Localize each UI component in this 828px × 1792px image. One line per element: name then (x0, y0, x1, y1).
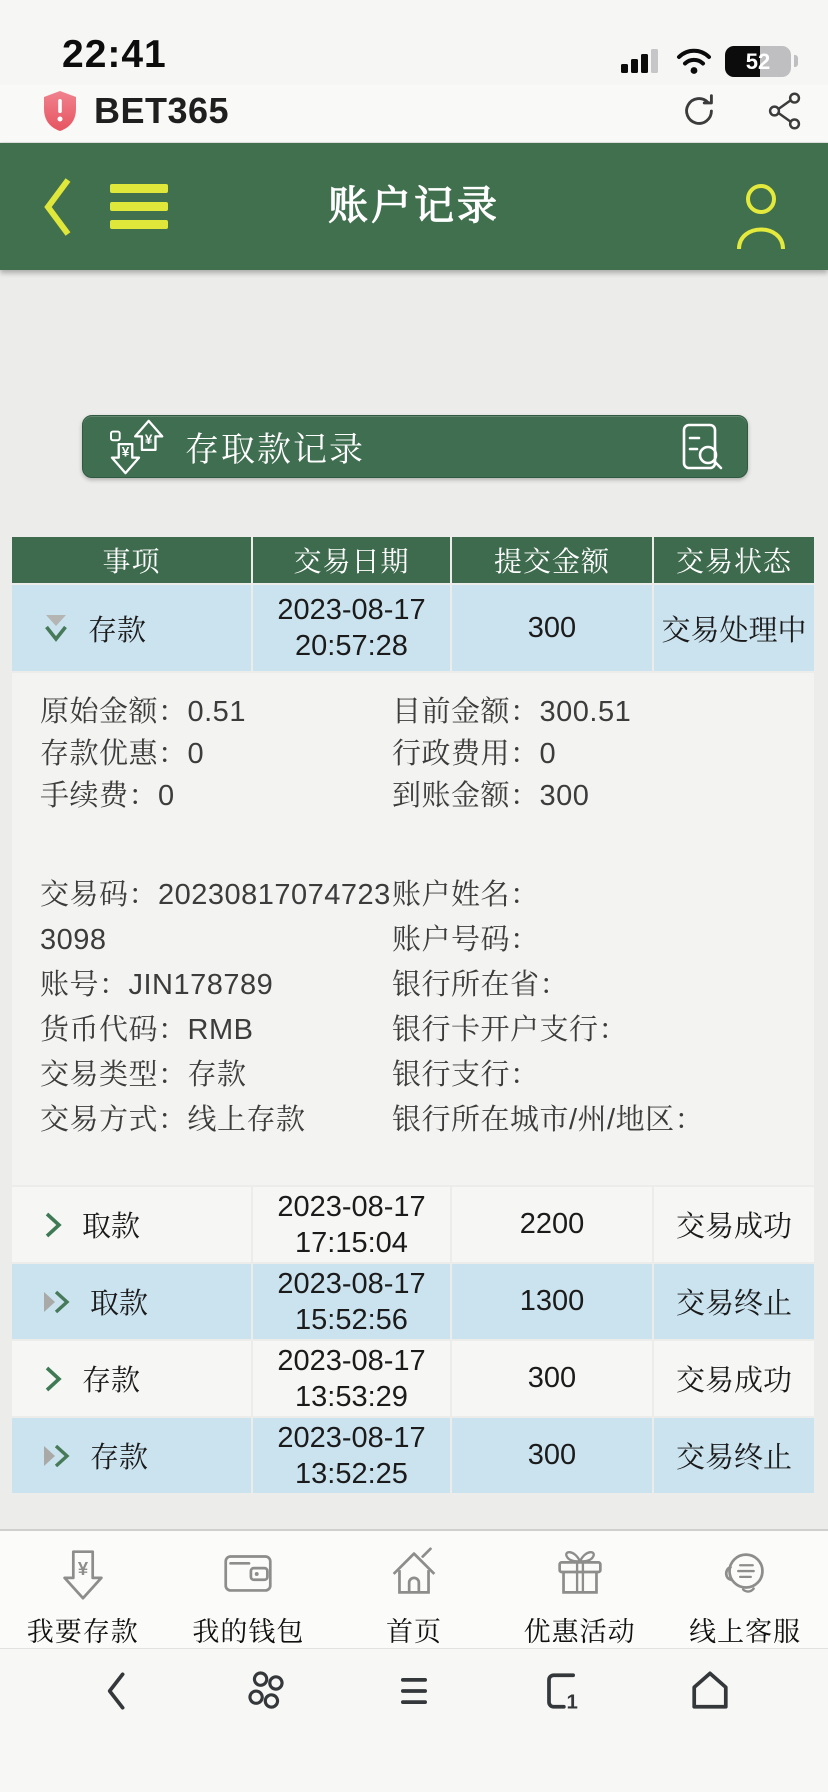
tx-date: 2023-08-17 (277, 1267, 426, 1300)
col-header-amount: 提交金额 (452, 537, 652, 583)
share-icon[interactable] (764, 90, 806, 132)
tx-status: 交易终止 (654, 1264, 814, 1339)
tx-amount: 1300 (452, 1264, 652, 1339)
col-header-date: 交易日期 (253, 537, 450, 583)
nav-label: 我的钱包 (192, 1617, 305, 1647)
tx-date: 2023-08-17 (277, 1344, 426, 1377)
expand-arrow-down-icon (40, 613, 72, 643)
table-row[interactable] (12, 1264, 814, 1339)
detail-field: 存款优惠：0 (40, 738, 205, 770)
nav-item-customer-service[interactable] (662, 1531, 828, 1648)
battery-nub (794, 55, 798, 67)
detail-field: 交易类型：存款 (40, 1059, 247, 1091)
tx-time: 20:57:28 (295, 630, 408, 662)
tx-time: 17:15:04 (295, 1226, 408, 1259)
detail-field: 银行支行： (392, 1059, 540, 1091)
tab-count: 1 (566, 1691, 578, 1714)
detail-field: 到账金额：300 (392, 780, 590, 812)
back-chevron-icon[interactable] (42, 176, 72, 238)
tx-status: 交易成功 (654, 1187, 814, 1262)
tx-status: 交易成功 (654, 1341, 814, 1416)
browser-toolbar (0, 1648, 828, 1792)
table-header-row (12, 537, 814, 583)
detail-field: 银行卡开户支行： (392, 1014, 629, 1046)
detail-field: 手续费：0 (40, 780, 175, 812)
transaction-detail-panel (12, 673, 814, 1185)
tx-amount: 300 (452, 1341, 652, 1416)
detail-field: 账号：JIN178789 (40, 969, 274, 1001)
table-row[interactable] (12, 1418, 814, 1493)
home-icon[interactable] (682, 1663, 738, 1719)
detail-field: 交易码：202308170747233098 (40, 879, 391, 956)
nav-label: 我要存款 (26, 1617, 139, 1647)
tx-type: 取款 (82, 1211, 141, 1243)
nav-item-home[interactable] (331, 1531, 497, 1648)
nav-item-wallet[interactable] (166, 1531, 332, 1648)
customer-service-icon (714, 1542, 776, 1604)
double-arrow-right-icon (40, 1441, 74, 1471)
tx-time: 13:53:29 (295, 1380, 408, 1413)
nav-item-deposit[interactable] (0, 1531, 166, 1648)
detail-field: 行政费用：0 (392, 738, 557, 770)
tx-date: 2023-08-17 (277, 594, 426, 626)
tx-amount: 2200 (452, 1187, 652, 1262)
status-bar (0, 0, 828, 85)
wallet-icon (217, 1542, 279, 1604)
site-name: BET365 (94, 89, 230, 131)
tx-time: 13:52:25 (295, 1457, 408, 1490)
services-icon[interactable] (238, 1663, 294, 1719)
detail-field: 银行所在省： (392, 969, 570, 1001)
bottom-nav (0, 1529, 828, 1648)
tx-type: 存款 (82, 1365, 141, 1397)
chevron-right-icon (40, 1364, 66, 1394)
nav-label: 线上客服 (689, 1617, 802, 1647)
tx-type: 取款 (90, 1288, 149, 1320)
menu-icon[interactable] (110, 184, 168, 229)
table-row[interactable] (12, 1341, 814, 1416)
nav-label: 优惠活动 (523, 1617, 636, 1647)
app-header (0, 143, 828, 270)
detail-field: 账户姓名： (392, 879, 540, 911)
tx-status: 交易处理中 (654, 585, 814, 671)
tx-time: 15:52:56 (295, 1303, 408, 1336)
chevron-right-icon (40, 1210, 66, 1240)
menu-icon[interactable] (386, 1663, 442, 1719)
gift-icon (549, 1542, 611, 1604)
detail-field: 交易方式：线上存款 (40, 1104, 306, 1136)
table-row[interactable] (12, 1187, 814, 1262)
signal-icon (619, 45, 663, 77)
tx-date: 2023-08-17 (277, 1421, 426, 1454)
detail-field: 账户号码： (392, 924, 540, 956)
profile-icon[interactable] (734, 179, 788, 249)
double-arrow-right-icon (40, 1287, 74, 1317)
nav-item-promotions[interactable] (497, 1531, 663, 1648)
home-icon (383, 1542, 445, 1604)
tx-status: 交易终止 (654, 1418, 814, 1493)
transactions-table (12, 537, 814, 1490)
detail-field: 银行所在城市/州/地区： (392, 1104, 705, 1136)
alert-shield-icon (40, 89, 80, 133)
svg-text:¥: ¥ (144, 431, 153, 447)
deposit-icon (52, 1542, 114, 1604)
nav-label: 首页 (385, 1617, 442, 1647)
deposit-withdraw-icon (109, 418, 171, 476)
tabs-icon[interactable] (534, 1663, 590, 1719)
tx-date: 2023-08-17 (277, 1190, 426, 1223)
clock: 22:41 (62, 33, 167, 76)
page-title: 账户记录 (328, 184, 500, 228)
detail-field: 货币代码：RMB (40, 1014, 254, 1046)
wifi-icon (675, 46, 713, 76)
record-search-icon[interactable] (679, 422, 725, 472)
back-icon[interactable] (90, 1663, 146, 1719)
battery-icon: 52 (725, 46, 791, 77)
refresh-icon[interactable] (678, 90, 720, 132)
table-row[interactable] (12, 585, 814, 671)
col-header-status: 交易状态 (654, 537, 814, 583)
detail-field: 目前金额：300.51 (392, 696, 632, 728)
banner-title: 存取款记录 (185, 431, 365, 469)
svg-text:¥: ¥ (121, 444, 130, 460)
tx-type: 存款 (88, 614, 147, 647)
tx-amount: 300 (452, 1418, 652, 1493)
tx-amount: 300 (452, 585, 652, 671)
col-header-item: 事项 (12, 537, 251, 583)
svg-text:¥: ¥ (77, 1557, 88, 1579)
tx-type: 存款 (90, 1442, 149, 1474)
site-info[interactable] (40, 89, 229, 133)
browser-address-bar (0, 85, 828, 143)
detail-field: 原始金额：0.51 (40, 696, 246, 728)
section-banner (82, 415, 748, 478)
